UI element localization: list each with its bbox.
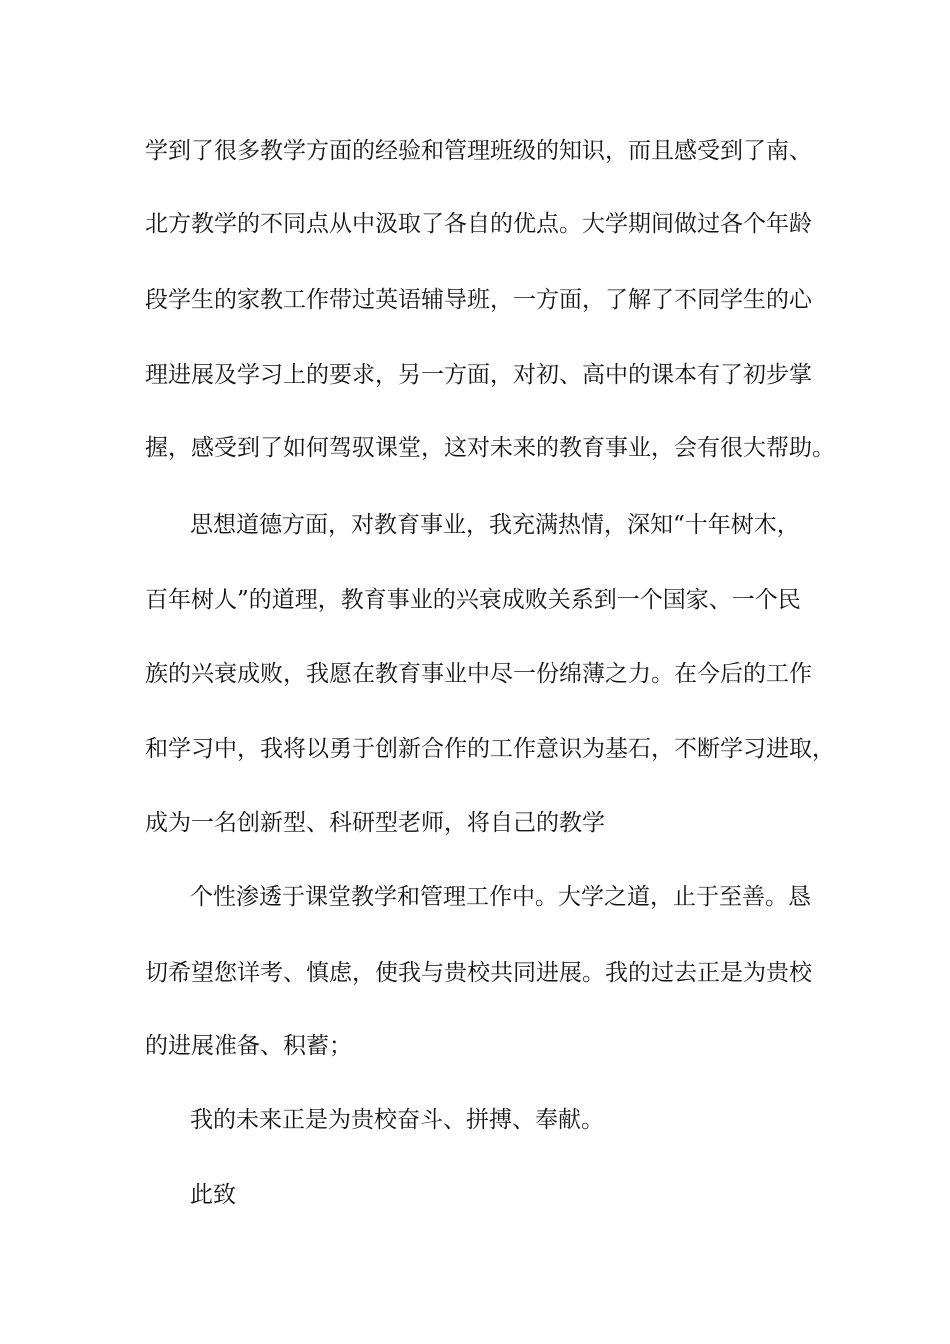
text-line-8: 族的兴衰成败，我愿在教育事业中尽一份绵薄之力。在今后的工作: [145, 661, 812, 687]
text-line-12: 切希望您详考、慎虑，使我与贵校共同进展。我的过去正是为贵校: [145, 960, 812, 986]
text-line-2: 北方教学的不同点从中汲取了各自的优点。大学期间做过各个年龄: [145, 211, 812, 237]
text-line-5: 握，感受到了如何驾驭课堂，这对未来的教育事业，会有很大帮助。: [145, 435, 835, 461]
text-line-13: 的进展准备、积蓄；: [145, 1033, 352, 1059]
text-line-7: 百年树人”的道理，教育事业的兴衰成败关系到一个国家、一个民: [145, 587, 801, 613]
text-line-3: 段学生的家教工作带过英语辅导班，一方面，了解了不同学生的心: [145, 287, 812, 313]
text-line-10: 成为一名创新型、科研型老师，将自己的教学: [145, 810, 605, 836]
text-line-1: 学到了很多教学方面的经验和管理班级的知识，而且感受到了南、: [145, 138, 812, 164]
text-line-11: 个性渗透于课堂教学和管理工作中。大学之道，止于至善。恳: [190, 884, 811, 910]
text-line-4: 理进展及学习上的要求，另一方面，对初、高中的课本有了初步掌: [145, 362, 812, 388]
text-line-15: 此致: [190, 1182, 236, 1208]
text-line-6: 思想道德方面，对教育事业，我充满热情，深知“十年树木，: [190, 512, 800, 538]
text-line-9: 和学习中，我将以勇于创新合作的工作意识为基石，不断学习进取，: [145, 736, 835, 762]
text-line-14: 我的未来正是为贵校奋斗、拼搏、奉献。: [190, 1107, 604, 1133]
